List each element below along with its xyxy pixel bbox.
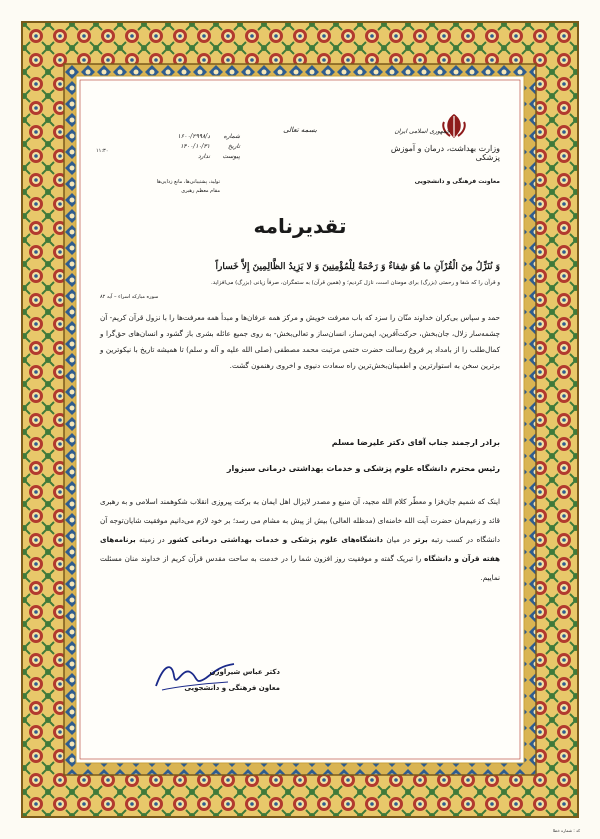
body-text-4: را تبریک گفته و موفقیت روز افزون شما را در خدمت به ساحت مقدس قرآن کریم از خداوند منان مسئلت نماییم. [100,554,500,582]
body-text-3: در زمینه [139,535,165,544]
verse-translation: و قرآن را که شفا و رحمتی (بزرگ) برای مومنان است، نازل کردیم؛ و (همین قرآن) به ستمگران، صرفاً زیانی (بزرگ) می‌افزاید. [211,280,500,286]
letter-meta [130,132,240,162]
ministry-prefix: جمهوری اسلامی ایران [394,128,450,135]
motto [100,178,220,196]
body-text-2: در میان [386,535,410,544]
certificate-title: تقدیرنامه [253,214,347,238]
body-bold-2: دانشگاه‌های علوم پزشکی و خدمات بهداشتی درمانی کشور [168,535,383,544]
recipient-name: برادر ارجمند جناب آقای دکتر علیرضا مسلم [331,438,500,447]
recipient-position: رئیس محترم دانشگاه علوم پزشکی و خدمات بهداشتی درمانی سبزوار [226,464,500,473]
date-label: تاریخ [228,143,240,150]
time-value: ۱۱:۳۰ [96,148,109,154]
deputy-office: معاونت فرهنگی و دانشجویی [414,178,500,185]
signatory-name: دکتر عباس شیراوژن [209,668,280,676]
ministry-name: وزارت بهداشت، درمان و آموزش پزشکی [390,144,500,162]
body-bold-3: برنامه‌های هفته قرآن و دانشگاه [100,535,500,563]
body-text-1: اینک که شمیم جان‌فزا و معطّر کلام الله مجید، آن منبع و مصدر لایزال اهل ایمان به برکت پیروزی انقلاب شکوهمند اسلامی و به رهبری قائد و زعیم‌مان حضرت آیت الله خامنه‌ای (مدظله العالی) بیش از پیش به مشام می رسد؛ بر خود لازم می‌دانیم موفقیت شایان‌توجه آن دانشگاه در کسب رتبه [100,497,501,544]
recipient-block [100,430,500,482]
motto-line-1: تولید، پشتیبانی‌ها، مانع زدایی‌ها [156,179,220,185]
footer-note: کد : شماره خطا [552,828,580,833]
signatory-title: معاون فرهنگی و دانشجویی [184,684,280,692]
number-value: د/۱۶۰۰/۲۹۹۸ [177,133,210,140]
iran-emblem-icon [434,112,474,140]
body-paragraph [100,492,500,587]
attachment-value: ندارد [197,153,210,160]
motto-line-2: مقام معظم رهبری [181,188,220,194]
body-bold-1: برتر [413,535,428,544]
intro-paragraph: حمد و سپاس بی‌کران خداوند منّان را سزد که باب معرفت خویش و مرکز همه عرفان‌ها و مبدأ همه معرفت‌ها را با نزول قرآن کریم- آن چشمه‌سار زلال، جان‌بخش، حرکت‌آفرین، ایمن‌ساز، انسان‌ساز و تعالی‌بخش- به روی جمیع عائله بشری باز گشود و انسان‌های حق‌گرا و کمال‌طلب را از بامداد پر فروغ رسالت حضرت ختمی مرتبت محمد مصطفی (صلی الله علیه و آله و سلم) تا همیشه تاریخ با نیکوترین و برترین سخن به استوارترین و اطمینان‌بخش‌ترین راه سعادت دنیوی و اخروی رهنمون گشت. [100,313,500,370]
number-label: شماره [223,133,240,140]
attachment-label: پیوست [222,153,240,160]
basmala-note: بسمه تعالی [283,126,317,134]
date-value: ۱۴۰۰/۱۰/۳۱ [180,143,210,150]
verse-reference: سوره مبارکه اسراء – آیه ۸۲ [100,294,159,300]
quran-verse: وَ نُنَزِّلُ مِنَ الْقُرْآنِ ما هُوَ شِفاءٌ وَ رَحْمَةٌ لِلْمُؤْمِنِينَ وَ لا يَزِيدُ الظَّالِمِينَ إِلاَّ خَساراً [215,262,500,272]
